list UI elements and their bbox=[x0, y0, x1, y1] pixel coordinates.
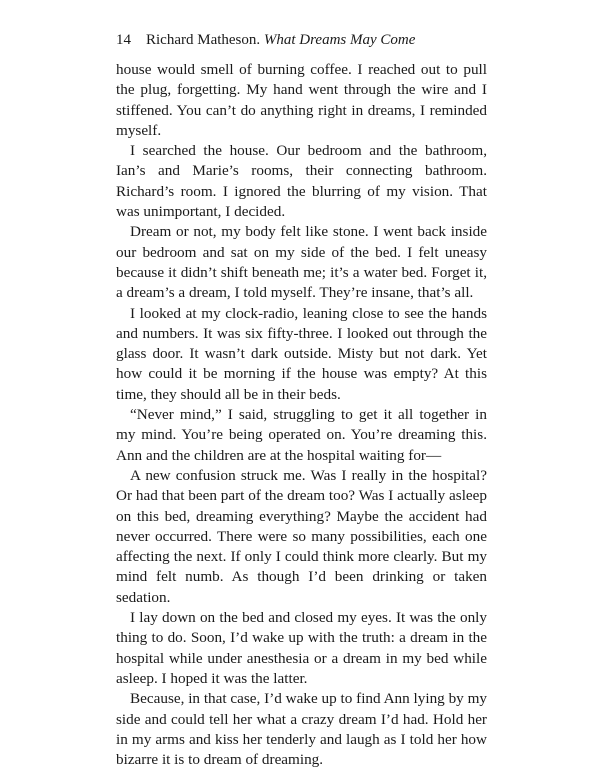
paragraph-5: “Never mind,” I said, struggling to get it all together in my mind. You’re being operated on. You’re dreaming this. Ann and the children are at the hospital waiting for— bbox=[116, 406, 487, 464]
paragraph-3: Dream or not, my body felt like stone. I went back inside our bedroom and sat on my side of the bed. I felt uneasy because it didn’t shift beneath me; it’s a water bed. Forget it, a dream’s a dream, I told myself. They’re insane, that’s all. bbox=[116, 223, 487, 302]
book-page bbox=[116, 30, 487, 770]
page-number: 14 bbox=[116, 32, 131, 48]
paragraph-4: I looked at my clock-radio, leaning close to see the hands and numbers. It was six fifty-three. I looked out through the glass door. It wasn’t dark outside. Misty but not dark. Yet how could it be morning if the house was empty? At this time, they should all be in their beds. bbox=[116, 304, 487, 403]
running-head-author: Richard Matheson. bbox=[146, 32, 261, 48]
running-head bbox=[116, 30, 487, 52]
paragraph-7: I lay down on the bed and closed my eyes. It was the only thing to do. Soon, I’d wake up with the truth: a dream in the hospital while under anesthesia or a dream in my bed while asleep. I hoped it was the latter. bbox=[116, 609, 487, 687]
paragraph-8: Because, in that case, I’d wake up to find Ann lying by my side and could tell her what a crazy dream I’d had. Hold her in my arms and kiss her tenderly and laugh as I told her how bizarre it is to dream of dreaming. bbox=[116, 690, 487, 769]
paragraph-6: A new confusion struck me. Was I really in the hospital? Or had that been part of the dream too? Was I actually asleep on this bed, dreaming everything? Maybe the accident had never occurred. There were so many possibilities, each one affecting the next. If only I could think more clearly. But my mind felt numb. As though I’d been drinking or taken sedation. bbox=[116, 466, 487, 606]
paragraph-1: house would smell of burning coffee. I reached out to pull the plug, forgetting. My hand went through the wire and I stiffened. You can’t do anything right in dreams, I reminded myself. bbox=[116, 61, 487, 139]
body-text bbox=[116, 60, 487, 770]
paragraph-2: I searched the house. Our bedroom and the bathroom, Ian’s and Marie’s rooms, their connecting bathroom. Richard’s room. I ignored the blurring of my vision. That was unimportant, I decided. bbox=[116, 142, 487, 221]
running-head-book-title: What Dreams May Come bbox=[263, 32, 416, 48]
